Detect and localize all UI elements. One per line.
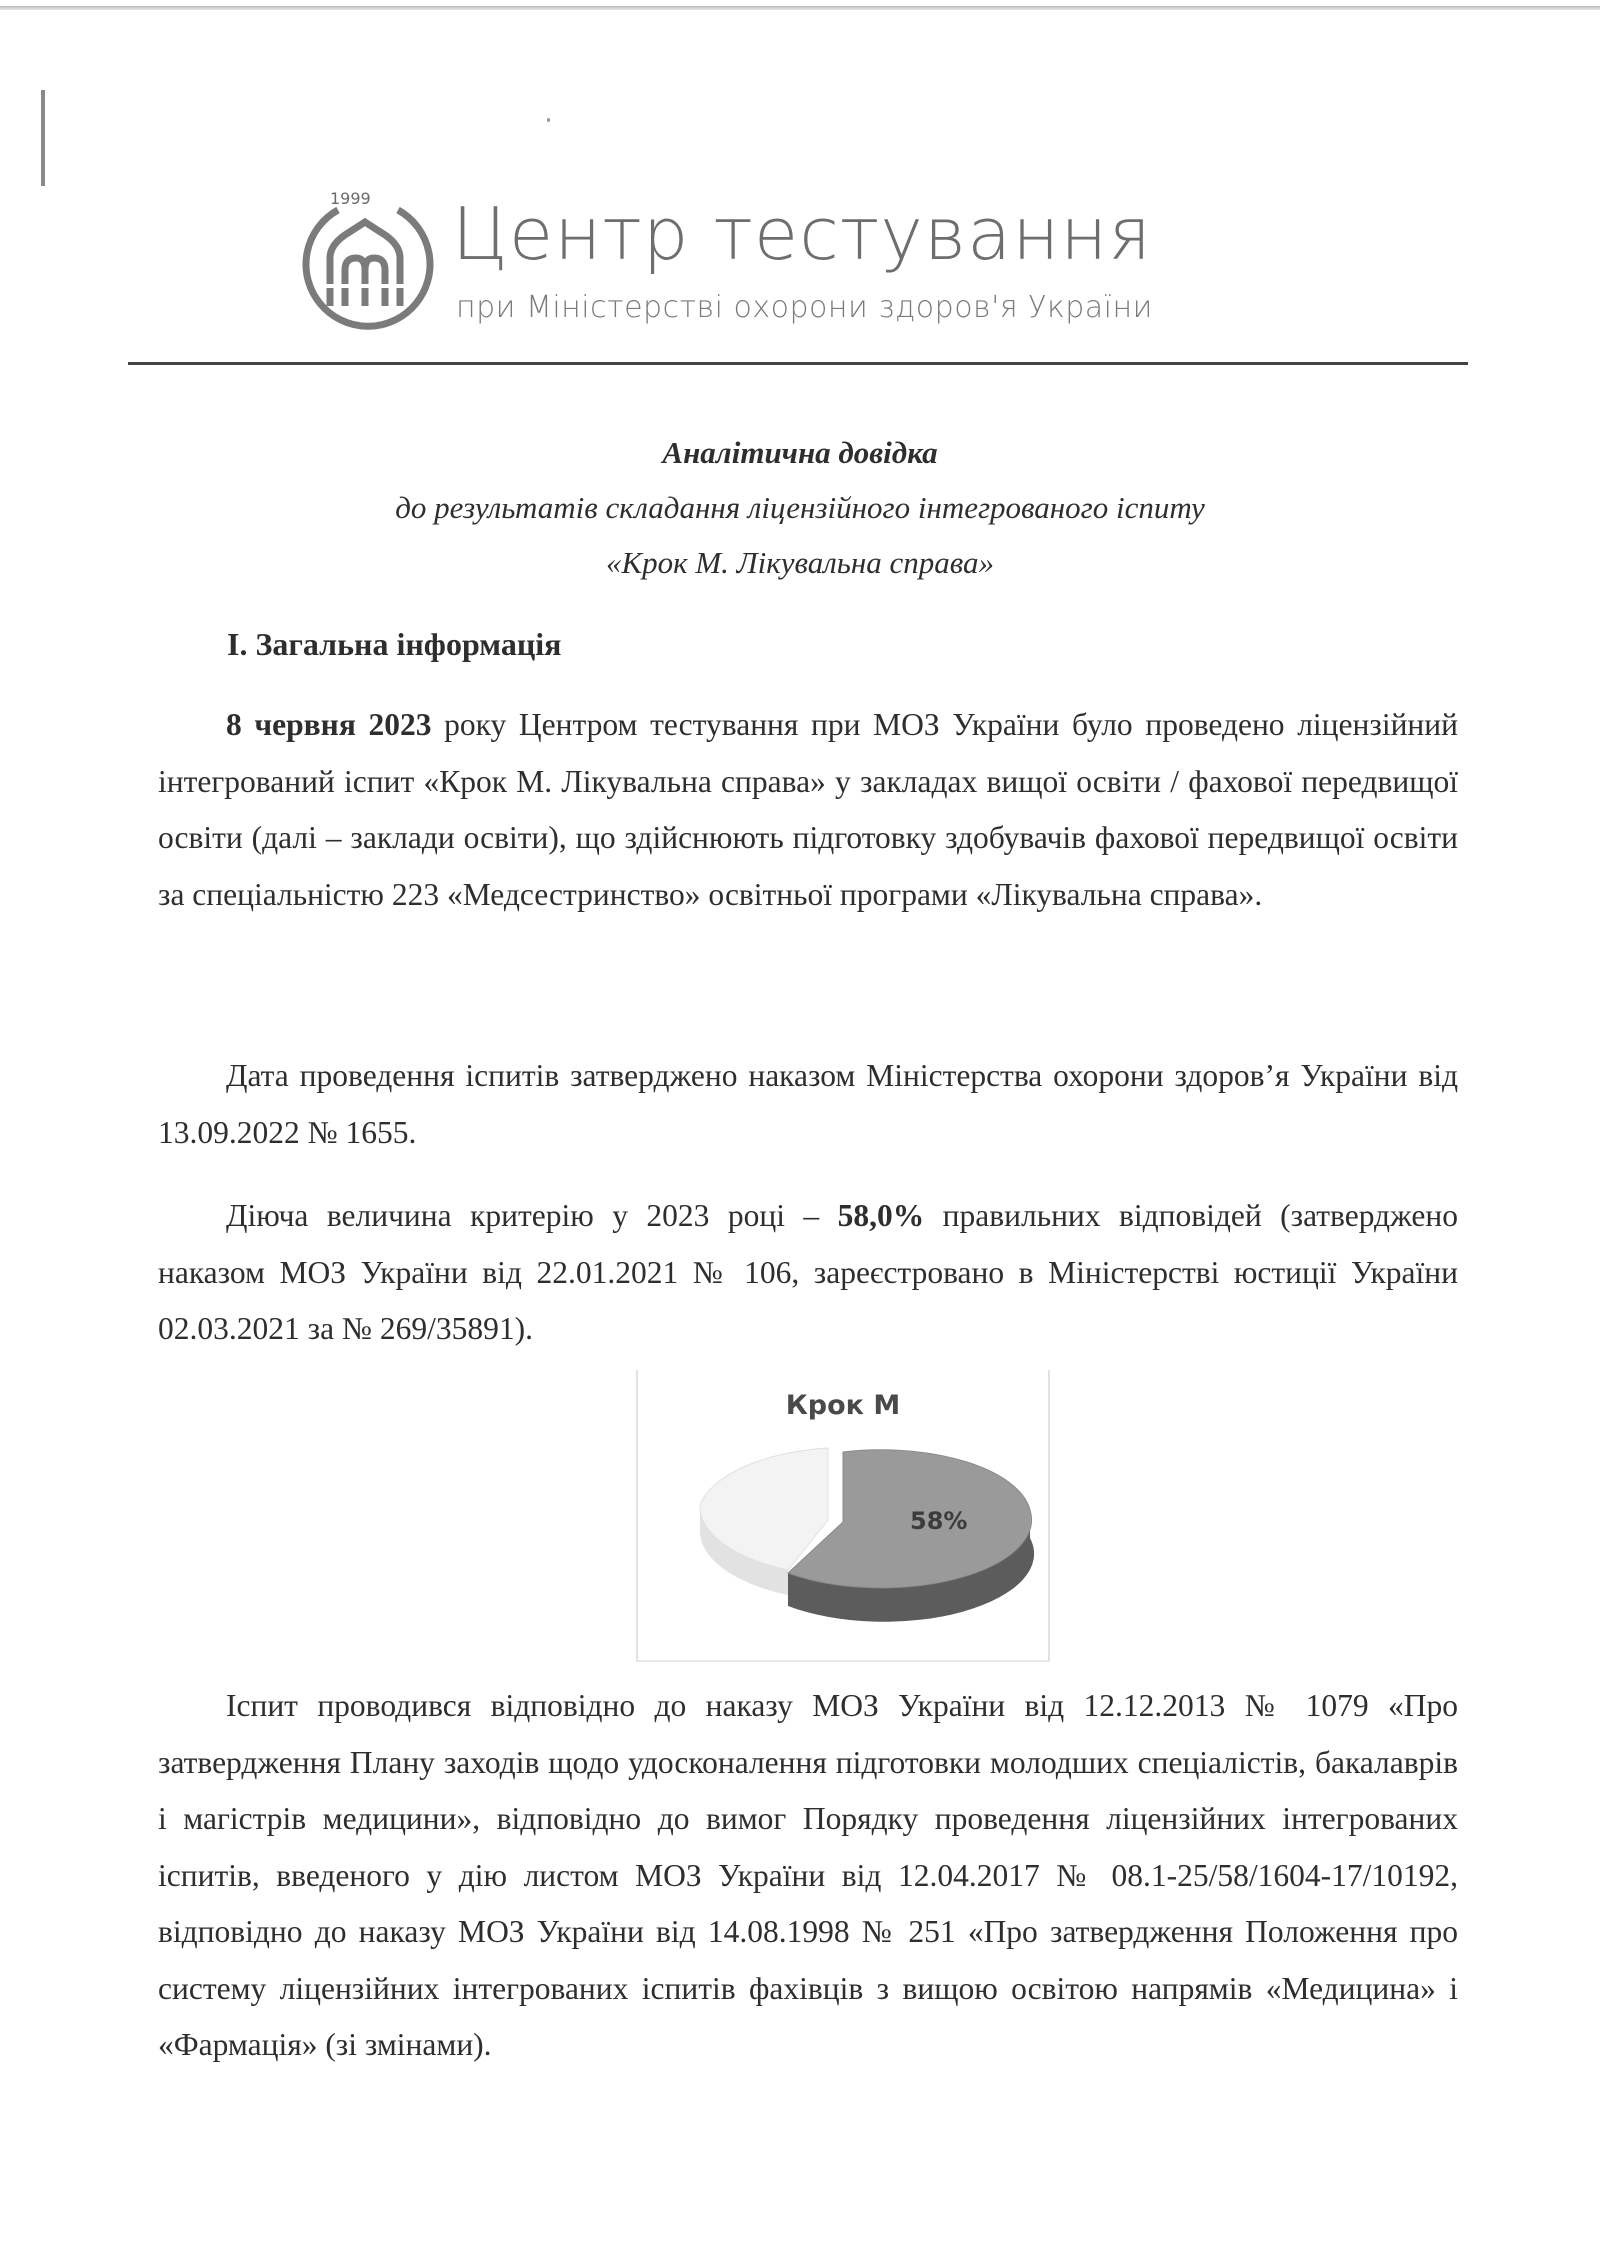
paragraph-legal-basis: [158, 1678, 1458, 2074]
paragraph-text: року Центром тестування при МОЗ України було проведено ліцензійний інтегрований іспит «Крок М. Лікувальна справа» у закладах вищої освіти / фахової передвищої освіти (далі – заклади освіти), що здійснюють підготовку здобувачів фахової передвищої освіти за спеціальністю 223 «Медсестринство» освітньої програми «Лікувальна справа».: [158, 707, 1458, 912]
svg-text:1999: 1999: [330, 189, 371, 208]
org-subtitle: при Міністерстві охорони здоров'я України: [456, 290, 1153, 325]
header-divider: [128, 362, 1468, 365]
paragraph-text: Іспит проводився відповідно до наказу МОЗ України від 12.12.2013 № 1079 «Про затвердження Плану заходів щодо удосконалення підготовки молодших спеціалістів, бакалаврів і магістрів медицини», відповідно до вимог Порядку проведення ліцензійних інтегрованих іспитів, введеного у дію листом МОЗ України від 12.04.2017 № 08.1-25/58/1604-17/10192, відповідно до наказу МОЗ України від 14.08.1998 № 251 «Про затвердження Положення про систему ліцензійних інтегрованих іспитів фахівців з вищою освітою напрямів «Медицина» і «Фармація» (зі змінами).: [158, 1688, 1458, 2062]
document-title-block: [0, 425, 1600, 590]
exam-date-bold: 8 червня 2023: [226, 707, 432, 742]
paragraph-text: Діюча величина критерію у 2023 році –: [226, 1198, 838, 1233]
org-name: Центр тестування: [452, 192, 1152, 276]
criterion-value-bold: 58,0%: [837, 1198, 925, 1233]
paragraph-criterion: [158, 1188, 1458, 1358]
section-heading: І. Загальна інформація: [227, 626, 562, 662]
pie-chart: [636, 1370, 1050, 1662]
scan-edge-line: [0, 6, 1600, 10]
document-subtitle-line-2: «Крок М. Лікувальна справа»: [605, 545, 995, 580]
chart-title: Крок М: [785, 1390, 901, 1421]
testing-center-logo-icon: [290, 188, 440, 338]
chart-data-label: 58%: [910, 1507, 968, 1535]
scan-margin-mark: [41, 90, 45, 186]
scan-speck: [547, 118, 550, 122]
paragraph-order-date: [158, 1048, 1458, 1161]
document-title: Аналітична довідка: [662, 435, 938, 470]
paragraph-text: Дата проведення іспитів затверджено наказом Міністерства охорони здоров’я України від 13.09.2022 № 1655.: [158, 1058, 1458, 1150]
paragraph-text: правильних відповідей (затверджено наказом МОЗ України від 22.01.2021 № 106, зареєстровано в Міністерстві юстиції України 02.03.2021 за № 269/35891).: [158, 1198, 1459, 1346]
letterhead: [290, 180, 1330, 350]
paragraph-exam-date: [158, 697, 1458, 923]
document-subtitle-line-1: до результатів складання ліцензійного інтегрованого іспиту: [395, 490, 1205, 525]
